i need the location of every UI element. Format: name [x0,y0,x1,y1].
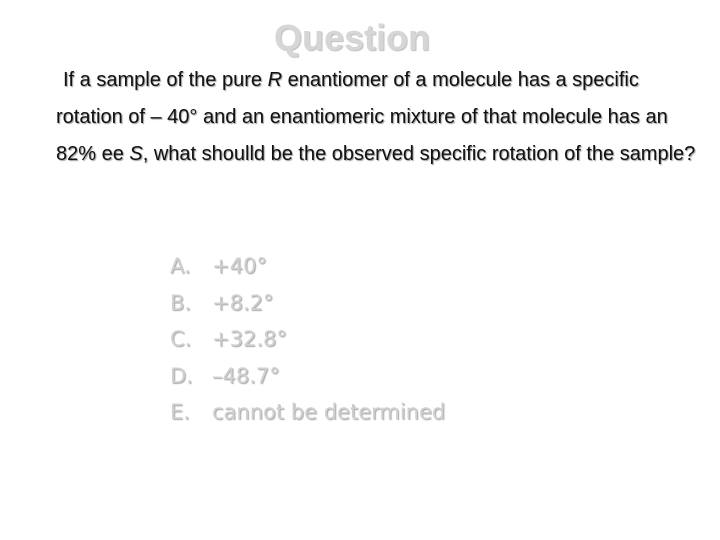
choice-text: –48.7° [212,363,280,388]
question-text-part-2: enantiomer of a molecule has a specific rotation of – 40° and an enantiomeric mixture of that molecule has an 82% ee [56,69,668,165]
choice-letter: E. [170,400,190,424]
answer-choice-b [170,285,445,322]
answer-choice-d [170,358,445,395]
slide-title: Question [273,17,430,58]
question-text-part-1: If a sample of the pure [63,69,268,91]
choice-text: +32.8° [212,327,287,351]
choice-letter: B. [170,290,192,315]
choice-text: cannot be determined [212,400,446,424]
choice-text: +40° [212,254,267,278]
answer-choice-a [170,248,445,285]
choice-letter: A. [170,254,191,278]
s-configuration-label: S [129,143,143,165]
choice-text: +8.2° [212,290,274,315]
question-text [56,62,696,173]
question-text-part-3: , what shoulld be the observed specific rotation of the sample? [142,143,696,165]
choice-letter: D. [170,363,193,388]
answer-choices [170,248,445,431]
choice-letter: C. [170,327,192,351]
answer-choice-c [170,321,445,358]
r-configuration-label: R [267,69,283,91]
answer-choice-e [170,394,445,431]
